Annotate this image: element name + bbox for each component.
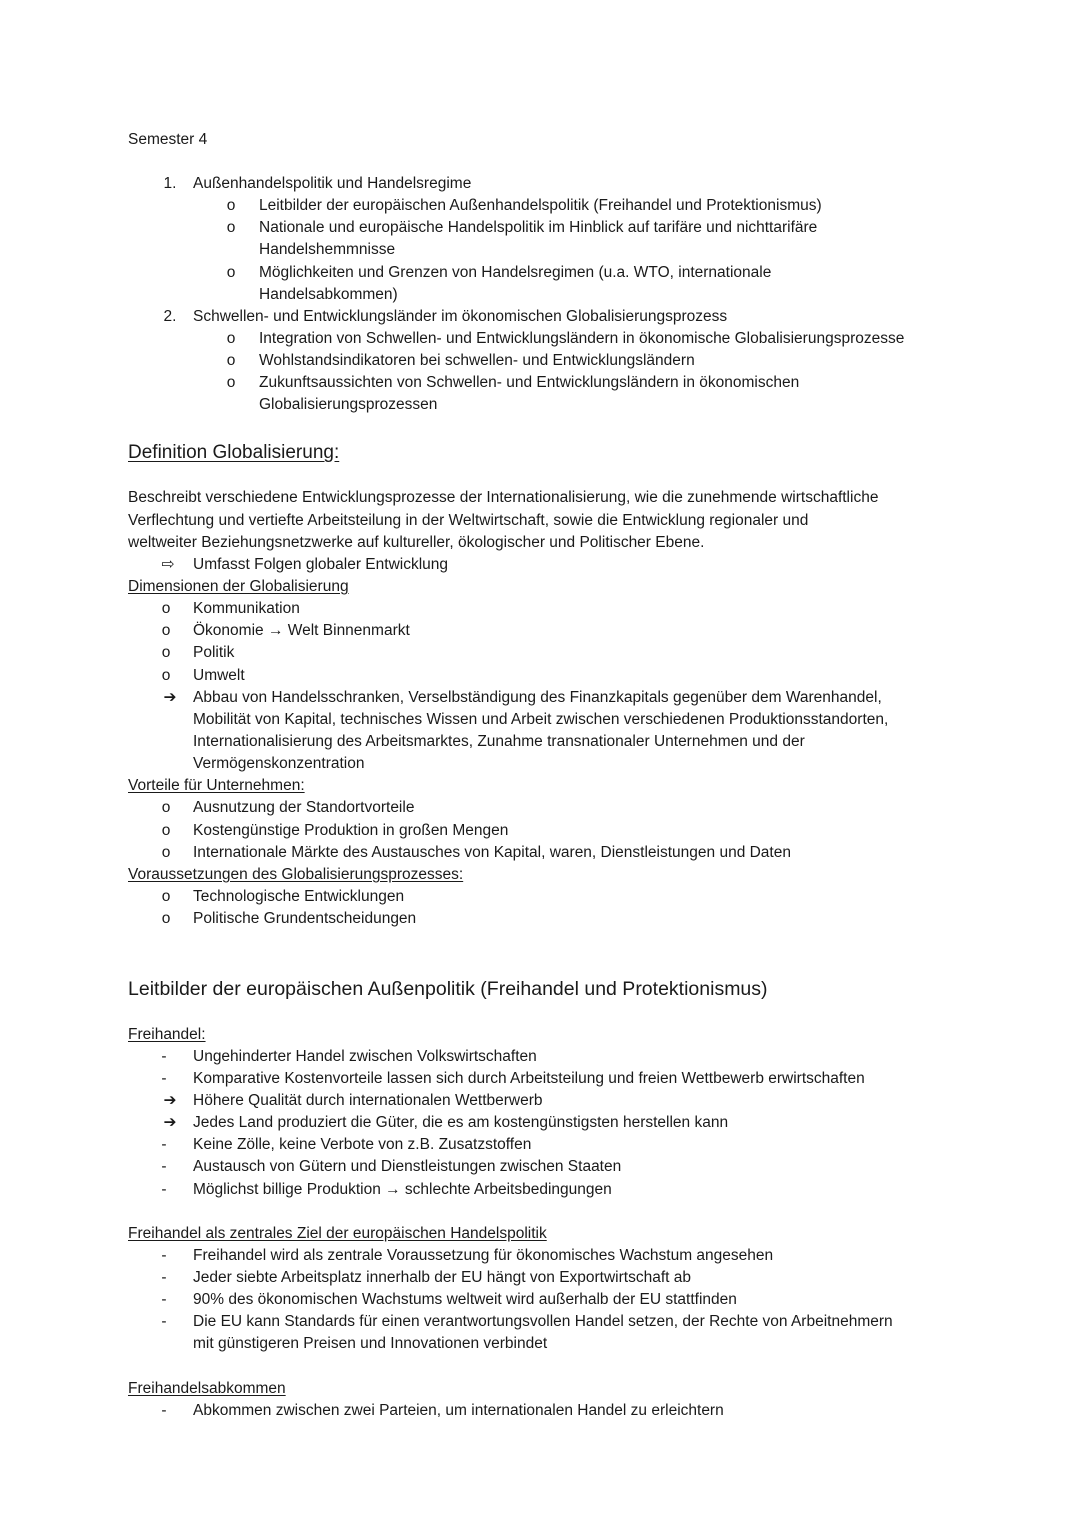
- dash-bullet-icon: -: [161, 1048, 167, 1065]
- list-item-cont: Mobilität von Kapital, technisches Wissen und Arbeit zwischen verschiedenen Produktionsstandorten,: [193, 711, 889, 728]
- list-item: Technologische Entwicklungen: [193, 888, 405, 905]
- list-item-cont: Vermögenskonzentration: [193, 755, 365, 772]
- outline-number: 1.: [163, 175, 177, 192]
- definition-text: weltweiter Beziehungsnetzwerke auf kultureller, ökologischer und Politischer Ebene.: [128, 534, 705, 551]
- circle-bullet-icon: o: [161, 844, 171, 861]
- list-item: Die EU kann Standards für einen verantwortungsvollen Handel setzen, der Rechte von Arbeitnehmern: [193, 1313, 893, 1330]
- list-item: Internationale Märkte des Austausches von Kapital, waren, Dienstleistungen und Daten: [193, 844, 791, 861]
- circle-bullet-icon: o: [161, 644, 171, 661]
- dash-bullet-icon: -: [161, 1136, 167, 1153]
- outline-subitem: Wohlstandsindikatoren bei schwellen- und Entwicklungsländern: [259, 352, 695, 369]
- list-item-cont: mit günstigeren Preisen und Innovationen verbindet: [193, 1335, 548, 1352]
- arrow-bullet-icon: ➔: [163, 689, 177, 706]
- list-item: Jeder siebte Arbeitsplatz innerhalb der EU hängt von Exportwirtschaft ab: [193, 1269, 691, 1286]
- semester-label: Semester 4: [128, 131, 208, 148]
- list-item: Politische Grundentscheidungen: [193, 910, 417, 927]
- circle-bullet-icon: o: [161, 622, 171, 639]
- definition-text: Verflechtung und vertiefte Arbeitsteilung in der Weltwirtschaft, sowie die Entwicklung regionaler und: [128, 512, 809, 529]
- voraussetzungen-heading: Voraussetzungen des Globalisierungsprozesses:: [128, 866, 464, 883]
- list-item: Höhere Qualität durch internationalen Wettberwerb: [193, 1092, 543, 1109]
- dash-bullet-icon: -: [161, 1402, 167, 1419]
- outline-subitem-cont: Handelsabkommen): [259, 286, 398, 303]
- circle-bullet-icon: o: [226, 352, 236, 369]
- freihandel-heading: Freihandel:: [128, 1026, 206, 1043]
- arrow-bullet-icon: ➔: [163, 1092, 177, 1109]
- dash-bullet-icon: -: [161, 1070, 167, 1087]
- outline-subitem: Leitbilder der europäischen Außenhandelspolitik (Freihandel und Protektionismus): [259, 197, 822, 214]
- list-item: Ungehinderter Handel zwischen Volkswirtschaften: [193, 1048, 537, 1065]
- list-item: Umwelt: [193, 667, 245, 684]
- list-item: Austausch von Gütern und Dienstleistungen zwischen Staaten: [193, 1158, 622, 1175]
- freihandel-ziel-heading: Freihandel als zentrales Ziel der europäischen Handelspolitik: [128, 1225, 547, 1242]
- dash-bullet-icon: -: [161, 1291, 167, 1308]
- circle-bullet-icon: o: [161, 822, 171, 839]
- circle-bullet-icon: o: [226, 219, 236, 236]
- list-item: Komparative Kostenvorteile lassen sich durch Arbeitsteilung und freien Wettbewerb erwirtschaften: [193, 1070, 865, 1087]
- circle-bullet-icon: o: [161, 667, 171, 684]
- outline-subitem-cont: Handelshemmnisse: [259, 241, 396, 258]
- definition-heading: Definition Globalisierung:: [128, 442, 340, 463]
- list-item: Ausnutzung der Standortvorteile: [193, 799, 415, 816]
- list-item: Jedes Land produziert die Güter, die es am kostengünstigsten herstellen kann: [193, 1114, 729, 1131]
- circle-bullet-icon: o: [161, 799, 171, 816]
- outline-subitem: Integration von Schwellen- und Entwicklungsländern in ökonomische Globalisierungsprozesse: [259, 330, 905, 347]
- outline-subitem: Möglichkeiten und Grenzen von Handelsregimen (u.a. WTO, internationale: [259, 264, 772, 281]
- dash-bullet-icon: -: [161, 1269, 167, 1286]
- vorteile-heading: Vorteile für Unternehmen:: [128, 777, 305, 794]
- dash-bullet-icon: -: [161, 1181, 167, 1198]
- circle-bullet-icon: o: [161, 600, 171, 617]
- circle-bullet-icon: o: [226, 330, 236, 347]
- dash-bullet-icon: -: [161, 1313, 167, 1330]
- definition-text: Beschreibt verschiedene Entwicklungsprozesse der Internationalisierung, wie die zunehmende wirtschaftliche: [128, 489, 879, 506]
- circle-bullet-icon: o: [226, 374, 236, 391]
- list-item: Keine Zölle, keine Verbote von z.B. Zusatzstoffen: [193, 1136, 532, 1153]
- circle-bullet-icon: o: [226, 197, 236, 214]
- outline-subitem-cont: Globalisierungsprozessen: [259, 396, 438, 413]
- leitbilder-heading: Leitbilder der europäischen Außenpolitik (Freihandel und Protektionismus): [128, 978, 768, 1000]
- dash-bullet-icon: -: [161, 1158, 167, 1175]
- list-item: Kommunikation: [193, 600, 300, 617]
- list-item: Abbau von Handelsschranken, Verselbständigung des Finanzkapitals gegenüber dem Warenhandel,: [193, 689, 882, 706]
- circle-bullet-icon: o: [161, 910, 171, 927]
- list-item: Kostengünstige Produktion in großen Mengen: [193, 822, 509, 839]
- circle-bullet-icon: o: [161, 888, 171, 905]
- arrow-bullet-icon: ➔: [163, 1114, 177, 1131]
- outline-subitem: Zukunftsaussichten von Schwellen- und Entwicklungsländern in ökonomischen: [259, 374, 800, 391]
- circle-bullet-icon: o: [226, 264, 236, 281]
- list-item: Politik: [193, 644, 235, 661]
- abkommen-heading: Freihandelsabkommen: [128, 1380, 286, 1397]
- outline-subitem: Nationale und europäische Handelspolitik im Hinblick auf tarifäre und nichttarifäre: [259, 219, 818, 236]
- list-item: Abkommen zwischen zwei Parteien, um internationalen Handel zu erleichtern: [193, 1402, 724, 1419]
- outline-number: 2.: [163, 308, 177, 325]
- definition-implication: Umfasst Folgen globaler Entwicklung: [193, 556, 449, 573]
- list-item: Möglichst billige Produktion → schlechte Arbeitsbedingungen: [193, 1181, 612, 1198]
- outline-title: Außenhandelspolitik und Handelsregime: [193, 175, 472, 192]
- list-item: Freihandel wird als zentrale Voraussetzung für ökonomisches Wachstum angesehen: [193, 1247, 774, 1264]
- hollow-arrow-icon: ⇨: [161, 556, 175, 573]
- outline-title: Schwellen- und Entwicklungsländer im ökonomischen Globalisierungsprozess: [193, 308, 728, 325]
- list-item-cont: Internationalisierung des Arbeitsmarktes, Zunahme transnationaler Unternehmen und der: [193, 733, 805, 750]
- dimensionen-heading: Dimensionen der Globalisierung: [128, 578, 349, 595]
- list-item: 90% des ökonomischen Wachstums weltweit wird außerhalb der EU stattfinden: [193, 1291, 737, 1308]
- list-item: Ökonomie → Welt Binnenmarkt: [193, 622, 410, 639]
- dash-bullet-icon: -: [161, 1247, 167, 1264]
